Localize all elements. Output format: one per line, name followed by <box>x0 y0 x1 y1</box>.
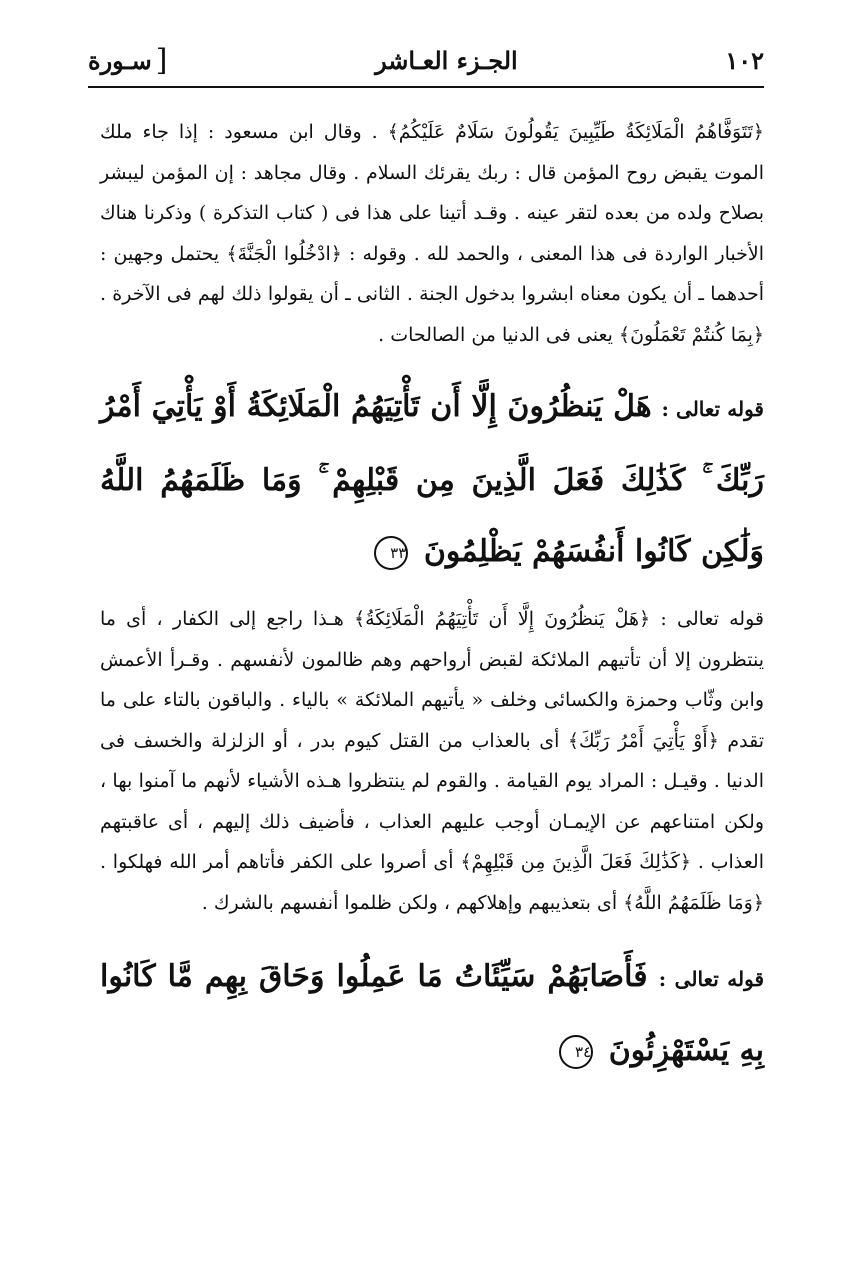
verse-34-text: فَأَصَابَهُمْ سَيِّئَاتُ مَا عَمِلُوا وَحَاقَ بِهِم مَّا كَانُوا بِهِ يَسْتَهْزِئُونَ <box>100 959 764 1068</box>
surah-bracket: [ <box>155 42 168 78</box>
verse-intro: قوله تعالى : <box>661 397 764 421</box>
commentary-paragraph-2: قوله تعالى : ﴿هَلْ يَنظُرُونَ إِلَّا أَن تَأْتِيَهُمُ الْمَلَائِكَةُ﴾ هـذا راجع إلى الكفار ، أى ما ينتظرون إلا أن تأتيهم الملائكة لقبض أرواحهم وهم ظالمون لأنفسهم . وقـرأ الأعمش وابن وثّاب وحمزة والكسائى وخلف « يأتيهم الملائكة » بالياء . والباقون بالتاء على ما تقدم ﴿أَوْ يَأْتِيَ أَمْرُ رَبِّكَ﴾ أى بالعذاب من القتل كيوم بدر ، أو الزلزلة والخسف فى الدنيا . وقيـل : المراد يوم القيامة . والقوم لم ينتظروا هـذه الأشياء لأنهم ما آمنوا بها ، ولكن امتناعهم عن الإيمـان أوجب عليهم العذاب ، فأضيف ذلك إليهم ، أى عاقبتهم العذاب . ﴿كَذَٰلِكَ فَعَلَ الَّذِينَ مِن قَبْلِهِمْ﴾ أى أصروا على الكفر فأتاهم أمر الله فهلكوا . ﴿وَمَا ظَلَمَهُمُ اللَّهُ﴾ أى بتعذيبهم وإهلاكهم ، ولكن ظلموا أنفسهم بالشرك . <box>100 608 764 914</box>
header-rule <box>88 86 764 88</box>
page-body <box>100 112 764 1086</box>
verse-number-34: ٣٤ <box>559 1035 593 1069</box>
page-header <box>88 40 764 80</box>
verse-34-block <box>100 941 764 1086</box>
surah-label-text: سـورة <box>88 45 152 75</box>
verse-intro: قوله تعالى : <box>658 967 765 991</box>
surah-label <box>88 43 167 78</box>
verse-33-text: هَلْ يَنظُرُونَ إِلَّا أَن تَأْتِيَهُمُ الْمَلَائِكَةُ أَوْ يَأْتِيَ أَمْرُ رَبِّكَ ۚ كَذَٰلِكَ فَعَلَ الَّذِينَ مِن قَبْلِهِمْ ۚ وَمَا ظَلَمَهُمُ اللَّهُ وَلَٰكِن كَانُوا أَنفُسَهُمْ يَظْلِمُونَ <box>100 389 764 569</box>
verse-33-block <box>100 371 764 587</box>
verse-number-33: ٣٣ <box>374 536 408 570</box>
running-title: الجـزء العـاشر <box>375 45 518 75</box>
page-number: ١٠٢ <box>725 45 764 75</box>
commentary-paragraph-1: ﴿تَتَوَفَّاهُمُ الْمَلَائِكَةُ طَيِّبِينَ يَقُولُونَ سَلَامٌ عَلَيْكُمُ﴾ . وقال ابن مسعود : إذا جاء ملك الموت يقبض روح المؤمن قال : ربك يقرئك السلام . وقال مجاهد : إن المؤمن ليبشر بصلاح ولده من بعده لتقر عينه . وقـد أتينا على هذا فى ( كتاب التذكرة ) وذكرنا هناك الأخبار الواردة فى هذا المعنى ، والحمد لله . وقوله : ﴿ادْخُلُوا الْجَنَّةَ﴾ يحتمل وجهين : أحدهما ـ أن يكون معناه ابشروا بدخول الجنة . الثانى ـ أن يقولوا ذلك لهم فى الآخرة . ﴿بِمَا كُنتُمْ تَعْمَلُونَ﴾ يعنى فى الدنيا من الصالحات . <box>100 121 764 346</box>
